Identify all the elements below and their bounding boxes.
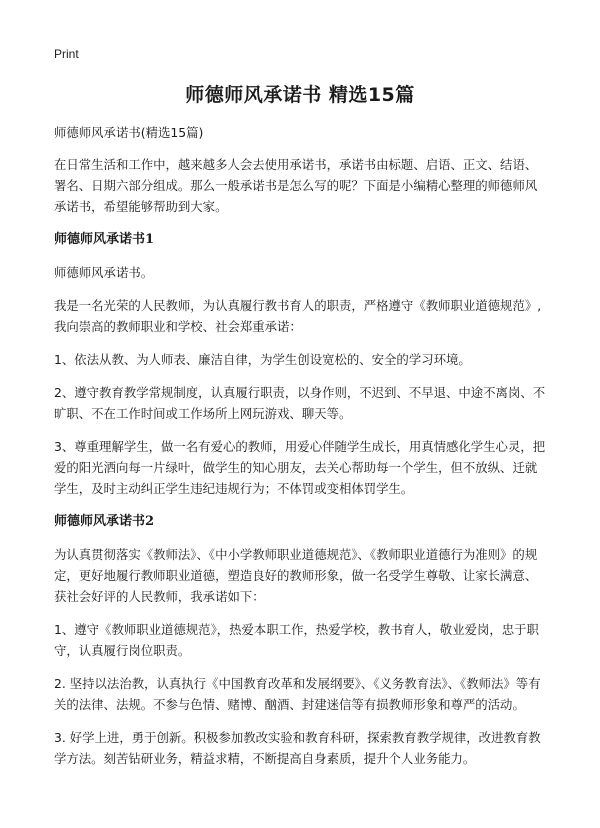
- print-link[interactable]: Print: [54, 47, 79, 61]
- section-2-paragraph: 2. 坚持以法治教，认真执行《中国教育改革和发展纲要》、《义务教育法》、《教师法》等有关的法律、法规。不参与色情、赌博、酗酒、封建迷信等有损教师形象和尊严的活动。: [54, 676, 541, 712]
- section-2-paragraph: 1、遵守《教师职业道德规范》，热爱本职工作，热爱学校，教书育人，敬业爱岗，忠于职守，认真履行岗位职责。: [54, 622, 539, 658]
- section-2-paragraph: 3. 好学上进，勇于创新。积极参加教改实验和教育科研，探索教育教学规律，改进教育教学方法。刻苦钻研业务，精益求精，不断提高自身素质，提升个人业务能力。: [54, 730, 541, 766]
- section-1-heading: 师德师风承诺书1: [54, 232, 155, 247]
- section-1-paragraph: 3、尊重理解学生，做一名有爱心的教师，用爱心伴随学生成长，用真情感化学生心灵，把爱的阳光洒向每一片绿叶，做学生的知心朋友，去关心帮助每一个学生，但不放纵、迁就学生，及时主动纠正学生违纪违规行为；不体罚或变相体罚学生。: [54, 439, 546, 496]
- intro-paragraph: 在日常生活和工作中，越来越多人会去使用承诺书，承诺书由标题、启语、正文、结语、署名、日期六部分组成。那么一般承诺书是怎么写的呢？下面是小编精心整理的师德师风承诺书，希望能够帮助到大家。: [54, 157, 538, 214]
- section-2-heading: 师德师风承诺书2: [54, 514, 155, 529]
- page-title: 师德师风承诺书 精选15篇: [185, 84, 415, 106]
- section-2-paragraph: 为认真贯彻落实《教师法》、《中小学教师职业道德规范》、《教师职业道德行为准则》的规定，更好地履行教师职业道德，塑造良好的教师形象，做一名受学生尊敬、让家长满意、获社会好评的人民教师，我承诺如下：: [54, 547, 538, 604]
- section-1-paragraph: 1、依法从教、为人师表、廉洁自律，为学生创设宽松的、安全的学习环境。: [54, 352, 471, 367]
- article-body: [54, 122, 549, 781]
- article-subtitle: 师德师风承诺书(精选15篇): [54, 125, 204, 140]
- section-1-paragraph: 2、遵守教育教学常规制度，认真履行职责，以身作则，不迟到、不早退、中途不离岗、不旷职、不在工作时间或工作场所上网玩游戏、聊天等。: [54, 385, 546, 421]
- section-1-paragraph: 师德师风承诺书。: [54, 265, 154, 280]
- section-1-paragraph: 我是一名光荣的人民教师，为认真履行教书育人的职责，严格遵守《教师职业道德规范》,我向崇高的教师职业和学校、社会郑重承诺：: [54, 298, 542, 334]
